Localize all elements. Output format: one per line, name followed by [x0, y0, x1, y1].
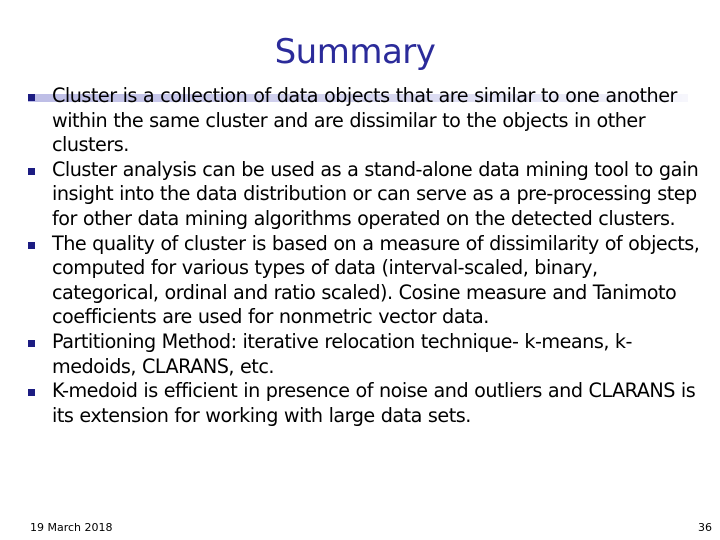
bullet-list: [52, 84, 702, 428]
bullet-item: [52, 379, 702, 428]
square-bullet-icon: [28, 340, 35, 347]
bullet-text: The quality of cluster is based on a measure of dissimilarity of objects, computed for various types of data (interval-scaled, binary, categorical, ordinal and ratio scaled). Cosine measure and Tanimoto coefficients are used for nonmetric vector data.: [52, 231, 700, 329]
bullet-item: [52, 330, 702, 379]
bullet-text: Cluster is a collection of data objects that are similar to one another within the same cluster and are dissimilar to the objects in other clusters.: [52, 84, 677, 157]
slide-title: Summary: [274, 32, 436, 72]
square-bullet-icon: [28, 242, 35, 249]
bullet-item: [52, 232, 702, 330]
bullet-item: [52, 84, 702, 158]
bullet-item: [52, 158, 702, 232]
bullet-text: Cluster analysis can be used as a stand-alone data mining tool to gain insight into the data distribution or can serve as a pre-processing step for other data mining algorithms operated on the detected clusters.: [52, 157, 699, 230]
page-number: 36: [698, 521, 712, 534]
square-bullet-icon: [28, 389, 35, 396]
footer-date: 19 March 2018: [30, 521, 113, 534]
square-bullet-icon: [28, 94, 35, 101]
square-bullet-icon: [28, 168, 35, 175]
bullet-text: Partitioning Method: iterative relocation technique- k-means, k-medoids, CLARANS, etc.: [52, 329, 632, 378]
bullet-text: K-medoid is efficient in presence of noise and outliers and CLARANS is its extension for working with large data sets.: [52, 379, 696, 427]
